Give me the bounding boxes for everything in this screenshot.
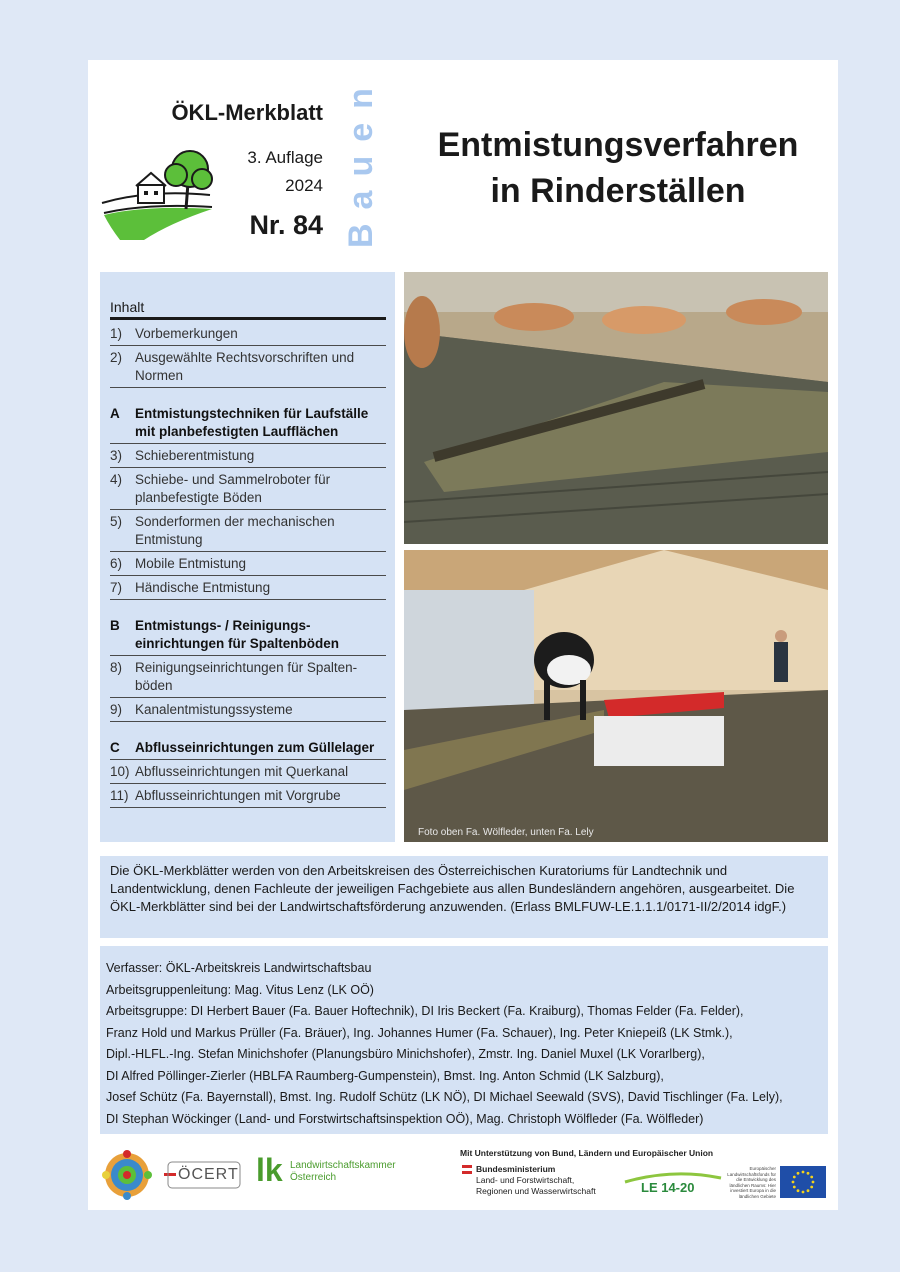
authors-line: DI Alfred Pöllinger-Zierler (HBLFA Raumberg-Gumpenstein), Bmst. Ing. Anton Schmid (LK Salzburg), xyxy=(106,1068,664,1083)
le-label: LE 14-20 xyxy=(641,1180,695,1195)
toc-item[interactable]: 1) Vorbemerkungen xyxy=(110,322,386,346)
footer-logos xyxy=(88,1142,838,1210)
austria-flag-icon xyxy=(462,1165,472,1174)
series-label: ÖKL-Merkblatt xyxy=(171,100,323,125)
toc-item[interactable]: 10) Abflusseinrichtungen mit Querkanal xyxy=(110,760,386,784)
ministry-line-2: Land- und Forstwirtschaft, xyxy=(476,1175,575,1185)
authors-line: Josef Schütz (Fa. Bayernstall), Bmst. Ing. Rudolf Schütz (LK NÖ), DI Michael Seewald (SVS), David Tischlinger (Fa. Lely), xyxy=(106,1090,783,1104)
okl-mandala-logo-icon xyxy=(102,1150,152,1200)
toc-item[interactable]: 11) Abflusseinrichtungen mit Vorgrube xyxy=(110,784,386,808)
ocert-text: ÖCERT xyxy=(178,1166,239,1183)
authors-line: Franz Hold und Markus Prüller (Fa. Bräuer), Ing. Johannes Humer (Fa. Schauer), Ing. Peter Kniepeiß (LK Stmk.), xyxy=(106,1025,733,1040)
info-note xyxy=(100,856,828,938)
toc-item[interactable]: 2) Ausgewählte Rechtsvorschriften und Normen xyxy=(110,346,386,388)
lk-line-2: Österreich xyxy=(290,1172,337,1183)
title-line-1: Entmistungsverfahren xyxy=(437,126,799,164)
authors-line: Dipl.-HLFL.-Ing. Stefan Minichshofer (Planungsbüro Minichshofer), Zmstr. Ing. Daniel Muxel (LK Vorarlberg), xyxy=(106,1047,705,1061)
ministry-line-3: Regionen und Wasserwirtschaft xyxy=(476,1186,596,1196)
photo-caption: Foto oben Fa. Wölfleder, unten Fa. Lely xyxy=(418,827,594,838)
authors-line: DI Stephan Wöckinger (Land- und Forstwirtschaftsinspektion OÖ), Mag. Christoph Wölfleder (Fa. Wölfleder) xyxy=(106,1111,704,1126)
lk-logo xyxy=(256,1152,406,1196)
eu-flag-icon xyxy=(780,1166,826,1198)
info-note-text: Die ÖKL-Merkblätter werden von den Arbeitskreisen des Österreichischen Kuratoriums für Landtechnik und Landentwicklung, denen Fachleute der jeweiligen Fachgebiete aus allen Bundesländern angehören, ausgearbeitet. Die ÖKL-Merkblätter sind bei der Landwirtschaftsförderung anzuwenden. (Erlass BMLFUW-LE.1.1.1/0171-II/2/2014 idgF.) xyxy=(110,863,795,914)
toc-section[interactable]: C Abflusseinrichtungen zum Güllelager xyxy=(110,736,386,760)
toc-item[interactable]: 8) Reinigungseinrichtungen für Spalten-böden xyxy=(110,656,386,698)
document-page xyxy=(88,60,838,1210)
authors-line: Arbeitsgruppenleitung: Mag. Vitus Lenz (LK OÖ) xyxy=(106,982,374,997)
edition-label: 3. Auflage xyxy=(247,148,323,167)
farm-logo-icon xyxy=(100,145,220,240)
toc-item[interactable]: 7) Händische Entmistung xyxy=(110,576,386,600)
toc-divider xyxy=(110,317,386,320)
toc-item[interactable]: 3) Schieberentmistung xyxy=(110,444,386,468)
toc-item[interactable]: 5) Sonderformen der mechanischen Entmistung xyxy=(110,510,386,552)
page-title xyxy=(398,122,838,214)
ministry-line-1: Bundesministerium xyxy=(476,1164,556,1174)
category-vertical-label xyxy=(340,70,390,260)
toc-list xyxy=(110,322,386,808)
authors-line: Verfasser: ÖKL-Arbeitskreis Landwirtschaftsbau xyxy=(106,961,372,975)
ocert-logo xyxy=(164,1160,244,1190)
toc-item[interactable]: 6) Mobile Entmistung xyxy=(110,552,386,576)
le-1420-logo xyxy=(623,1170,723,1200)
issue-number: Nr. 84 xyxy=(249,210,323,240)
authors-line: Arbeitsgruppe: DI Herbert Bauer (Fa. Bauer Hoftechnik), DI Iris Beckert (Fa. Kraiburg), Thomas Felder (Fa. Felder), xyxy=(106,1004,744,1018)
header-left xyxy=(88,60,333,260)
authors-box xyxy=(100,946,828,1134)
category-text: Bauen xyxy=(342,74,380,248)
lk-mark: lk xyxy=(256,1152,283,1188)
year-label: 2024 xyxy=(285,176,323,195)
toc-heading: Inhalt xyxy=(110,299,145,315)
barn-scraper-photo xyxy=(404,272,828,544)
toc-section[interactable]: B Entmistungs- / Reinigungs-einrichtungen für Spaltenböden xyxy=(110,614,386,656)
eu-fund-text: Europäischer Landwirtschaftsfonds für die Entwicklung des ländlichen Raums: Hier investiert Europa in die ländlichen Gebiete xyxy=(727,1166,776,1199)
support-text: Mit Unterstützung von Bund, Ländern und Europäischer Union xyxy=(460,1148,714,1158)
barn-robot-photo xyxy=(404,550,828,842)
table-of-contents xyxy=(100,272,395,842)
toc-section[interactable]: A Entmistungstechniken für Laufställe mit planbefestigten Laufflächen xyxy=(110,402,386,444)
toc-item[interactable]: 9) Kanalentmistungssysteme xyxy=(110,698,386,722)
lk-line-1: Landwirtschaftskammer xyxy=(290,1160,396,1171)
toc-item[interactable]: 4) Schiebe- und Sammelroboter für planbefestigte Böden xyxy=(110,468,386,510)
title-line-2: in Rinderställen xyxy=(490,172,746,210)
